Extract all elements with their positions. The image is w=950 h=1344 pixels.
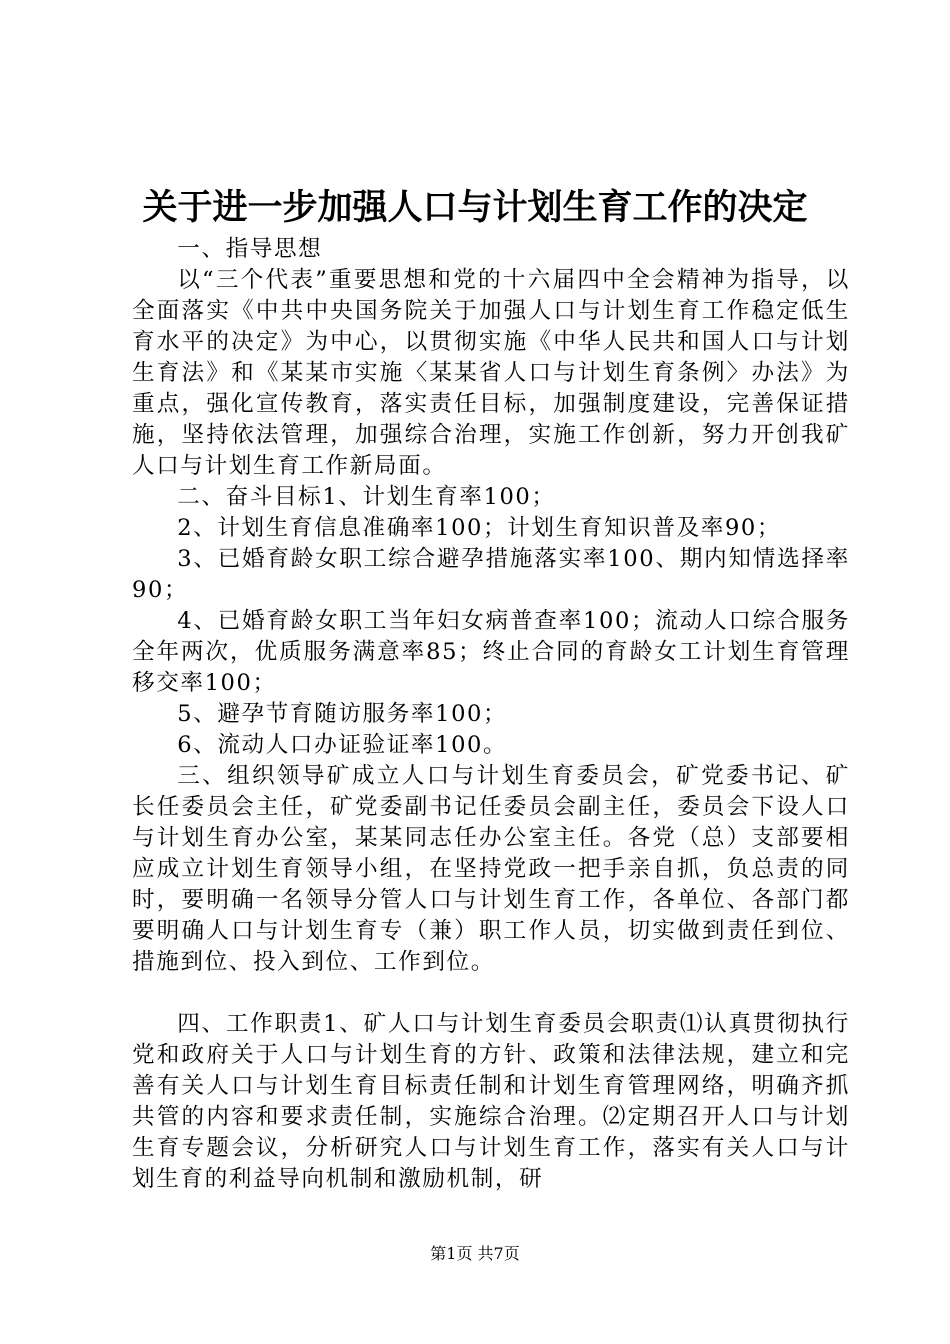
paragraph-organization: 三、组织领导矿成立人口与计划生育委员会，矿党委书记、矿长任委员会主任，矿党委副书记任委员会副主任，委员会下设人口与计划生育办公室，某某同志任办公室主任。各党（总）支部要相应成立计划生育领导小组，在坚持党政一把手亲自抓，负总责的同时，要明确一名领导分管人口与计划生育工作，各单位、各部门都要明确人口与计划生育专（兼）职工作人员，切实做到责任到位、措施到位、投入到位、工作到位。 <box>132 763 850 975</box>
paragraph-goal-4: 4、已婚育龄女职工当年妇女病普查率100；流动人口综合服务全年两次，优质服务满意率85；终止合同的育龄女工计划生育管理移交率100； <box>132 608 850 696</box>
paragraph-goal-6: 6、流动人口办证验证率100。 <box>177 732 508 758</box>
document-body <box>132 234 850 1195</box>
paragraph-goal-5: 5、避孕节育随访服务率100； <box>177 701 508 727</box>
paragraph-heading-guiding-thought: 一、指导思想 <box>177 236 323 262</box>
page-number: 第1页 共7页 <box>430 1244 520 1263</box>
paragraph-duties: 四、工作职责1、矿人口与计划生育委员会职责⑴认真贯彻执行党和政府关于人口与计划生育的方针、政策和法律法规，建立和完善有关人口与计划生育目标责任制和计划生育管理网络，明确齐抓共管的内容和要求责任制，实施综合治理。⑵定期召开人口与计划生育专题会议，分析研究人口与计划生育工作，落实有关人口与计划生育的利益导向机制和激励机制，研 <box>132 1011 850 1192</box>
paragraph-guiding-thought: 以“三个代表”重要思想和党的十六届四中全会精神为指导，以全面落实《中共中央国务院关于加强人口与计划生育工作稳定低生育水平的决定》为中心，以贯彻实施《中华人民共和国人口与计划生育法》和《某某市实施〈某某省人口与计划生育条例〉办法》为重点，强化宣传教育，落实责任目标，加强制度建设，完善保证措施，坚持依法管理，加强综合治理，实施工作创新，努力开创我矿人口与计划生育工作新局面。 <box>132 267 850 479</box>
paragraph-goal-2: 2、计划生育信息准确率100；计划生育知识普及率90； <box>177 515 782 541</box>
paragraph-goal-1: 二、奋斗目标1、计划生育率100； <box>177 484 556 510</box>
paragraph-goal-3: 3、已婚育龄女职工综合避孕措施落实率100、期内知情选择率90； <box>132 546 850 603</box>
document-title: 关于进一步加强人口与计划生育工作的决定 <box>142 188 808 228</box>
